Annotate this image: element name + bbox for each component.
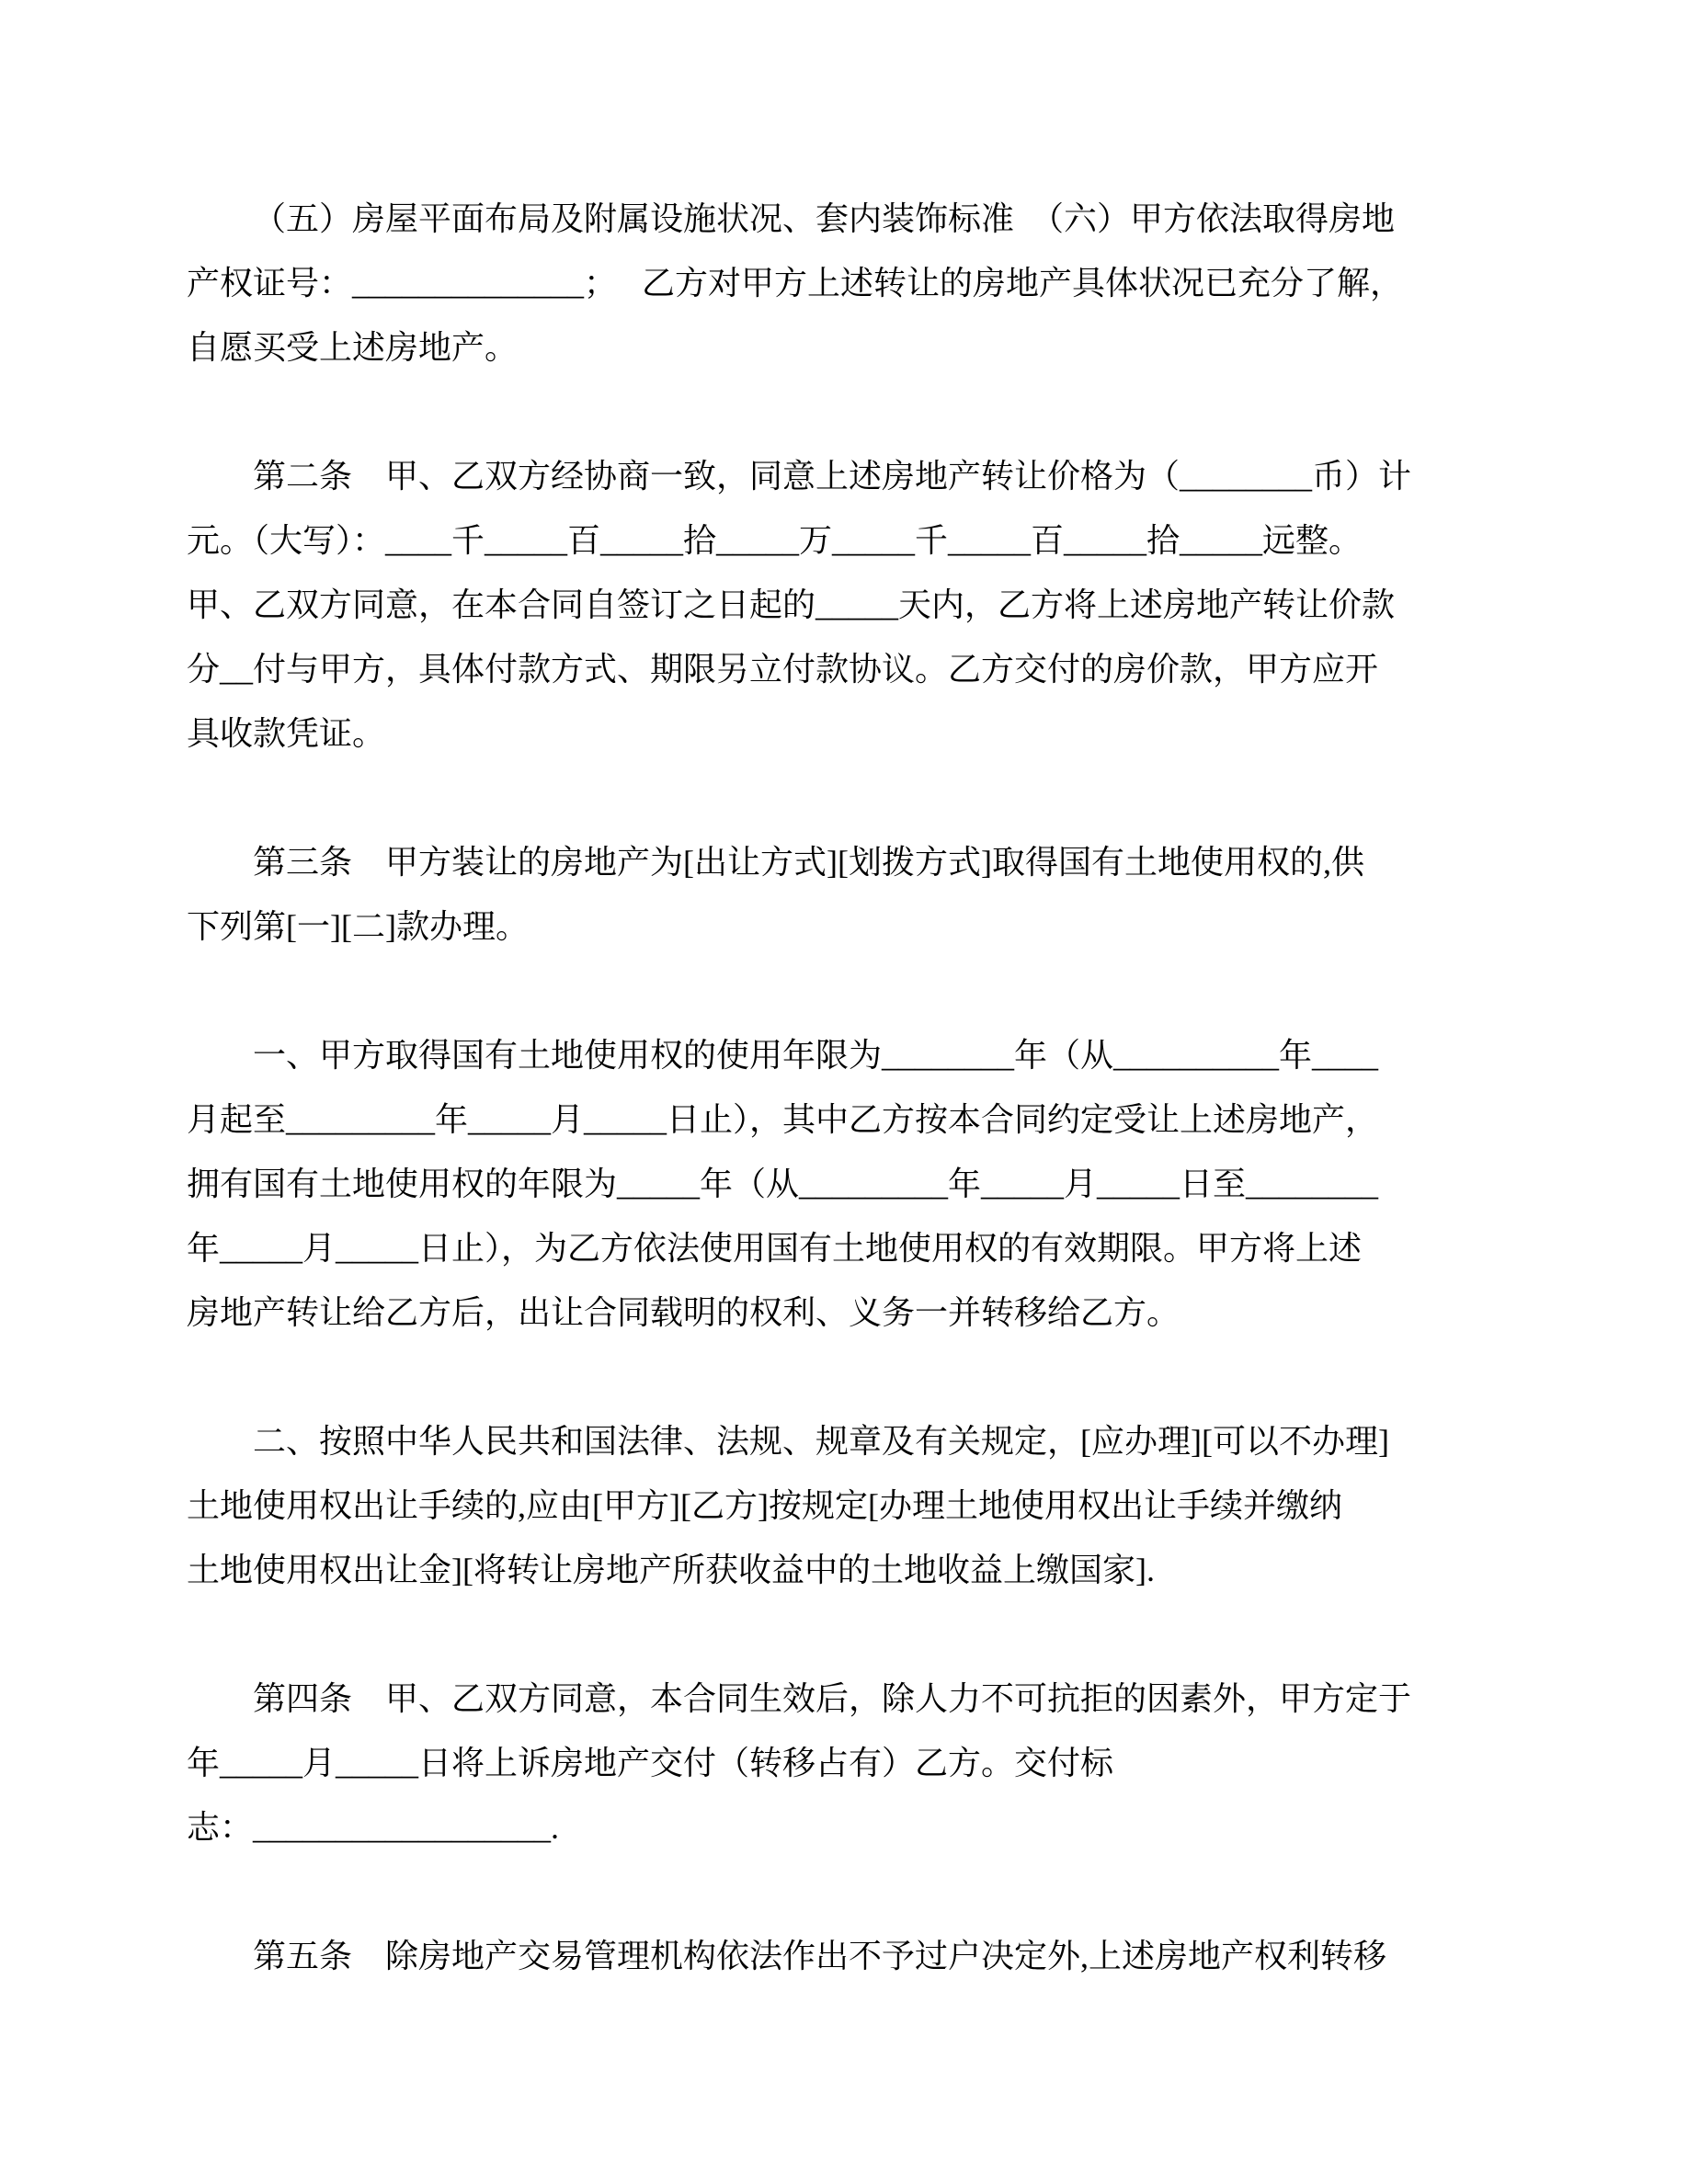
contract-line: 第二条 甲、乙双方经协商一致，同意上述房地产转让价格为（________币）计	[253, 458, 1412, 495]
paragraph-clause-5-transfer	[187, 1924, 1455, 1988]
contract-line: 第三条 甲方装让的房地产为[出让方式][划拨方式]取得国有土地使用权的,供	[253, 844, 1364, 881]
paragraph-clause-4-delivery	[187, 1666, 1455, 1860]
paragraph-clause-3-land-use-right	[187, 830, 1455, 959]
contract-line: （五）房屋平面布局及附属设施状况、套内装饰标准 （六）甲方依法取得房地	[253, 200, 1396, 237]
contract-line: 年_____月_____日止），为乙方依法使用国有土地使用权的有效期限。甲方将上述	[187, 1230, 1363, 1267]
contract-line: 分__付与甲方，具体付款方式、期限另立付款协议。乙方交付的房价款，甲方应开	[187, 651, 1379, 688]
contract-line: 一、甲方取得国有土地使用权的使用年限为________年（从__________年____	[253, 1037, 1379, 1074]
paragraph-clause-2-price	[187, 444, 1455, 766]
contract-line: 第四条 甲、乙双方同意，本合同生效后，除人力不可抗拒的因素外，甲方定于	[253, 1680, 1412, 1717]
contract-line: 甲、乙双方同意，在本合同自签订之日起的_____天内，乙方将上述房地产转让价款	[187, 586, 1396, 623]
paragraph-clause-3-item-2-regulations	[187, 1409, 1455, 1602]
contract-line: 二、按照中华人民共和国法律、法规、规章及有关规定，[应办理][可以不办理]	[253, 1423, 1389, 1460]
contract-line: 房地产转让给乙方后，出让合同载明的权利、义务一并转移给乙方。	[187, 1294, 1180, 1331]
contract-line: 年_____月_____日将上诉房地产交付（转移占有）乙方。交付标	[187, 1745, 1114, 1781]
contract-body	[187, 187, 1455, 1988]
contract-line: 产权证号：______________； 乙方对甲方上述转让的房地产具体状况已充分了解，	[187, 265, 1404, 301]
contract-line: 拥有国有土地使用权的年限为_____年（从_________年_____月_____日至________	[187, 1166, 1379, 1202]
contract-line: 自愿买受上述房地产。	[187, 329, 519, 366]
contract-line: 元。（大写）：____千_____百_____拾_____万_____千_____百_____拾_____远整。	[187, 522, 1363, 559]
contract-line: 第五条 除房地产交易管理机构依法作出不予过户决定外,上述房地产权利转移	[253, 1938, 1387, 1974]
contract-line: 土地使用权出让手续的,应由[甲方][乙方]按规定[办理土地使用权出让手续并缴纳	[187, 1487, 1342, 1524]
contract-line: 土地使用权出让金][将转让房地产所获收益中的土地收益上缴国家].	[187, 1552, 1155, 1588]
contract-line: 志：__________________.	[187, 1809, 560, 1846]
paragraph-clause-1-items-5-6	[187, 187, 1455, 380]
contract-line: 具收款凭证。	[187, 715, 386, 752]
paragraph-clause-3-item-1-term	[187, 1023, 1455, 1345]
contract-line: 下列第[一][二]款办理。	[187, 908, 529, 945]
contract-line: 月起至_________年_____月_____日止），其中乙方按本合同约定受让上述房地产，	[187, 1101, 1379, 1138]
